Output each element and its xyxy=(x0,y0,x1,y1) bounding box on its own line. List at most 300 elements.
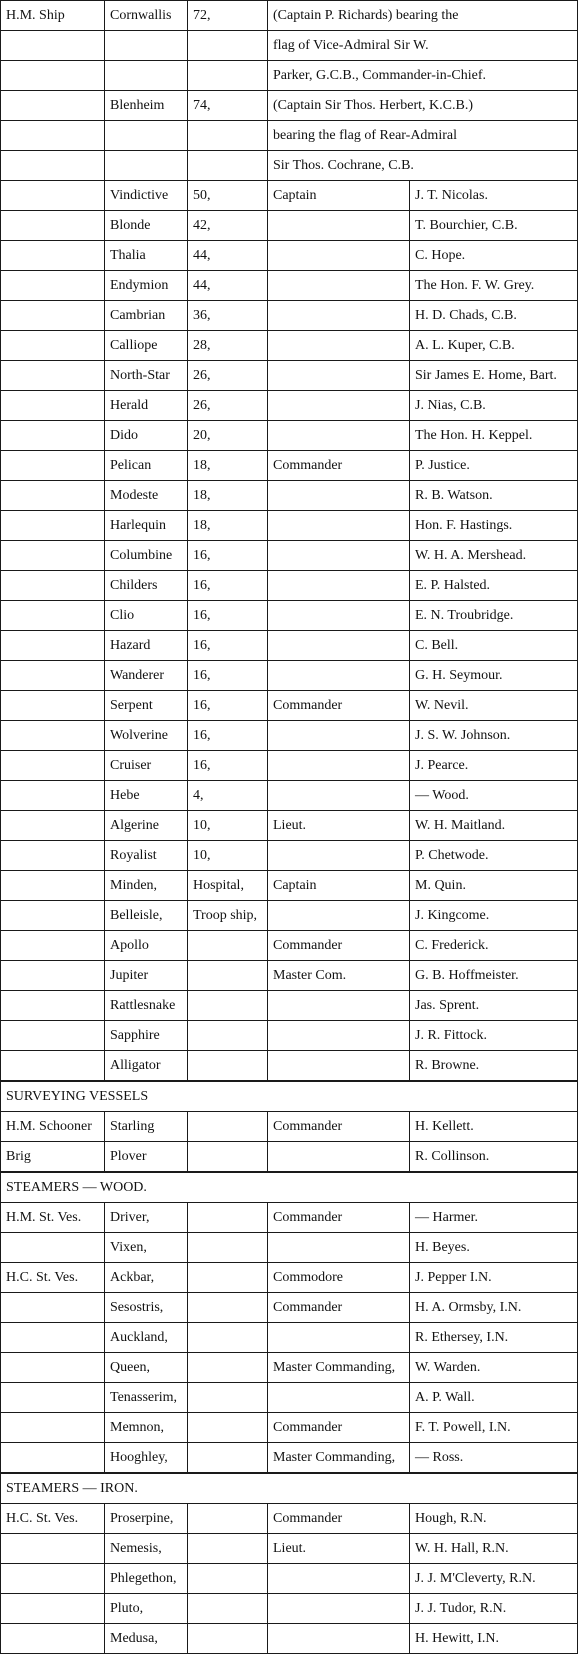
ship-class-cell xyxy=(1,1051,105,1082)
table-row xyxy=(1,811,578,841)
table-row xyxy=(1,541,578,571)
remarks-cell: (Captain P. Richards) bearing the xyxy=(268,1,578,31)
ship-name-cell: Wolverine xyxy=(105,721,188,751)
ship-name-cell: Columbine xyxy=(105,541,188,571)
table-row xyxy=(1,1383,578,1413)
ship-name-cell: Hebe xyxy=(105,781,188,811)
guns-cell xyxy=(188,1051,268,1082)
commander-cell: E. P. Halsted. xyxy=(410,571,578,601)
rank-cell: Commander xyxy=(268,451,410,481)
ship-name-cell: Medusa, xyxy=(105,1624,188,1654)
ship-class-cell xyxy=(1,1443,105,1474)
ship-class-cell xyxy=(1,991,105,1021)
ship-class-cell xyxy=(1,421,105,451)
guns-cell xyxy=(188,1323,268,1353)
table-row xyxy=(1,661,578,691)
rank-cell xyxy=(268,991,410,1021)
rank-cell xyxy=(268,601,410,631)
ship-name-cell: Cornwallis xyxy=(105,1,188,31)
guns-cell xyxy=(188,1263,268,1293)
remarks-cell: flag of Vice-Admiral Sir W. xyxy=(268,31,578,61)
table-row xyxy=(1,991,578,1021)
commander-cell: G. H. Seymour. xyxy=(410,661,578,691)
table-row xyxy=(1,391,578,421)
guns-cell xyxy=(188,1624,268,1654)
commander-cell: E. N. Troubridge. xyxy=(410,601,578,631)
table-row xyxy=(1,181,578,211)
table-row xyxy=(1,871,578,901)
rank-cell xyxy=(268,1233,410,1263)
ship-class-cell xyxy=(1,451,105,481)
commander-cell: Sir James E. Home, Bart. xyxy=(410,361,578,391)
guns-cell xyxy=(188,1142,268,1173)
ship-class-cell xyxy=(1,121,105,151)
table-row xyxy=(1,961,578,991)
commander-cell: C. Hope. xyxy=(410,241,578,271)
ship-name-cell: Apollo xyxy=(105,931,188,961)
guns-cell xyxy=(188,61,268,91)
commander-cell: — Harmer. xyxy=(410,1203,578,1233)
rank-cell xyxy=(268,751,410,781)
commander-cell: C. Frederick. xyxy=(410,931,578,961)
commander-cell: Hon. F. Hastings. xyxy=(410,511,578,541)
ship-name-cell: Childers xyxy=(105,571,188,601)
guns-cell: 18, xyxy=(188,511,268,541)
remarks-cell: Sir Thos. Cochrane, C.B. xyxy=(268,151,578,181)
table-row xyxy=(1,1203,578,1233)
table-row xyxy=(1,1021,578,1051)
table-row xyxy=(1,1,578,31)
guns-cell: Troop ship, xyxy=(188,901,268,931)
ship-class-cell xyxy=(1,1594,105,1624)
ship-class-cell xyxy=(1,751,105,781)
guns-cell xyxy=(188,1293,268,1323)
table-row xyxy=(1,781,578,811)
ship-name-cell: Proserpine, xyxy=(105,1504,188,1534)
guns-cell xyxy=(188,961,268,991)
rank-cell: Commander xyxy=(268,691,410,721)
commander-cell: J. J. Tudor, R.N. xyxy=(410,1594,578,1624)
commander-cell: W. H. Hall, R.N. xyxy=(410,1534,578,1564)
guns-cell: 16, xyxy=(188,721,268,751)
ship-class-cell xyxy=(1,1323,105,1353)
section-heading: SURVEYING VESSELS xyxy=(1,1081,578,1112)
ship-class-cell xyxy=(1,931,105,961)
guns-cell xyxy=(188,121,268,151)
ship-name-cell: Clio xyxy=(105,601,188,631)
commander-cell: J. T. Nicolas. xyxy=(410,181,578,211)
table-row xyxy=(1,1443,578,1474)
ship-name-cell xyxy=(105,31,188,61)
commander-cell: R. Collinson. xyxy=(410,1142,578,1173)
guns-cell xyxy=(188,1233,268,1263)
guns-cell: 26, xyxy=(188,391,268,421)
ship-class-cell xyxy=(1,361,105,391)
table-row xyxy=(1,571,578,601)
table-row xyxy=(1,1293,578,1323)
commander-cell: F. T. Powell, I.N. xyxy=(410,1413,578,1443)
rank-cell xyxy=(268,541,410,571)
table-row xyxy=(1,151,578,181)
rank-cell: Commander xyxy=(268,1112,410,1142)
ship-class-cell xyxy=(1,181,105,211)
rank-cell xyxy=(268,1021,410,1051)
commander-cell: C. Bell. xyxy=(410,631,578,661)
ship-name-cell: Auckland, xyxy=(105,1323,188,1353)
commander-cell: — Wood. xyxy=(410,781,578,811)
guns-cell: 44, xyxy=(188,271,268,301)
rank-cell: Commander xyxy=(268,1504,410,1534)
ship-class-cell xyxy=(1,721,105,751)
guns-cell: 20, xyxy=(188,421,268,451)
guns-cell: 16, xyxy=(188,691,268,721)
ship-name-cell xyxy=(105,151,188,181)
ship-class-cell xyxy=(1,541,105,571)
guns-cell: 72, xyxy=(188,1,268,31)
rank-cell xyxy=(268,841,410,871)
commander-cell: J. Nias, C.B. xyxy=(410,391,578,421)
guns-cell xyxy=(188,1594,268,1624)
table-row xyxy=(1,931,578,961)
guns-cell: 28, xyxy=(188,331,268,361)
ship-name-cell: Pelican xyxy=(105,451,188,481)
ship-name-cell: Harlequin xyxy=(105,511,188,541)
ship-class-cell xyxy=(1,811,105,841)
table-row xyxy=(1,31,578,61)
rank-cell xyxy=(268,1142,410,1173)
ship-name-cell: Dido xyxy=(105,421,188,451)
guns-cell xyxy=(188,1353,268,1383)
guns-cell xyxy=(188,1564,268,1594)
commander-cell: J. S. W. Johnson. xyxy=(410,721,578,751)
table-row xyxy=(1,451,578,481)
rank-cell xyxy=(268,271,410,301)
rank-cell xyxy=(268,511,410,541)
guns-cell: 44, xyxy=(188,241,268,271)
guns-cell xyxy=(188,1203,268,1233)
commander-cell: H. Kellett. xyxy=(410,1112,578,1142)
guns-cell xyxy=(188,31,268,61)
rank-cell xyxy=(268,1594,410,1624)
commander-cell: — Ross. xyxy=(410,1443,578,1474)
ship-class-cell xyxy=(1,1564,105,1594)
rank-cell: Lieut. xyxy=(268,1534,410,1564)
table-row xyxy=(1,421,578,451)
remarks-cell: Parker, G.C.B., Commander-in-Chief. xyxy=(268,61,578,91)
commander-cell: Jas. Sprent. xyxy=(410,991,578,1021)
ship-class-cell xyxy=(1,1624,105,1654)
commander-cell: R. B. Watson. xyxy=(410,481,578,511)
ship-class-cell xyxy=(1,211,105,241)
ship-name-cell: Hazard xyxy=(105,631,188,661)
commander-cell: The Hon. F. W. Grey. xyxy=(410,271,578,301)
rank-cell xyxy=(268,301,410,331)
ship-name-cell: Thalia xyxy=(105,241,188,271)
rank-cell: Master Com. xyxy=(268,961,410,991)
commander-cell: R. Browne. xyxy=(410,1051,578,1082)
ship-name-cell: Phlegethon, xyxy=(105,1564,188,1594)
remarks-cell: bearing the flag of Rear-Admiral xyxy=(268,121,578,151)
ship-class-cell xyxy=(1,241,105,271)
ship-name-cell: North-Star xyxy=(105,361,188,391)
guns-cell: Hospital, xyxy=(188,871,268,901)
commander-cell: W. H. Maitland. xyxy=(410,811,578,841)
guns-cell: 26, xyxy=(188,361,268,391)
ship-class-cell: H.C. St. Ves. xyxy=(1,1504,105,1534)
table-row xyxy=(1,61,578,91)
rank-cell xyxy=(268,391,410,421)
table-row xyxy=(1,1233,578,1263)
ship-class-cell xyxy=(1,331,105,361)
rank-cell xyxy=(268,1624,410,1654)
ship-class-cell xyxy=(1,871,105,901)
rank-cell xyxy=(268,721,410,751)
table-row xyxy=(1,301,578,331)
ship-class-cell xyxy=(1,601,105,631)
guns-cell: 18, xyxy=(188,451,268,481)
commander-cell: H. Hewitt, I.N. xyxy=(410,1624,578,1654)
commander-cell: A. L. Kuper, C.B. xyxy=(410,331,578,361)
guns-cell xyxy=(188,991,268,1021)
commander-cell: W. Nevil. xyxy=(410,691,578,721)
commander-cell: J. Pearce. xyxy=(410,751,578,781)
ship-name-cell: Algerine xyxy=(105,811,188,841)
table-row xyxy=(1,1504,578,1534)
commander-cell: R. Ethersey, I.N. xyxy=(410,1323,578,1353)
rank-cell xyxy=(268,781,410,811)
commander-cell: W. H. A. Mershead. xyxy=(410,541,578,571)
guns-cell xyxy=(188,1534,268,1564)
section-heading-row xyxy=(1,1172,578,1203)
rank-cell xyxy=(268,661,410,691)
rank-cell xyxy=(268,631,410,661)
fleet-table-body xyxy=(1,1,578,1654)
ship-name-cell: Rattlesnake xyxy=(105,991,188,1021)
commander-cell: J. Kingcome. xyxy=(410,901,578,931)
ship-class-cell xyxy=(1,1021,105,1051)
ship-name-cell: Serpent xyxy=(105,691,188,721)
ship-class-cell: H.M. St. Ves. xyxy=(1,1203,105,1233)
table-row xyxy=(1,601,578,631)
ship-class-cell xyxy=(1,961,105,991)
commander-cell: P. Justice. xyxy=(410,451,578,481)
table-row xyxy=(1,1112,578,1142)
guns-cell: 18, xyxy=(188,481,268,511)
table-row xyxy=(1,121,578,151)
table-row xyxy=(1,1142,578,1173)
ship-class-cell xyxy=(1,511,105,541)
table-row xyxy=(1,1564,578,1594)
ship-name-cell: Wanderer xyxy=(105,661,188,691)
ship-name-cell: Ackbar, xyxy=(105,1263,188,1293)
ship-class-cell xyxy=(1,571,105,601)
remarks-cell: (Captain Sir Thos. Herbert, K.C.B.) xyxy=(268,91,578,121)
rank-cell: Master Commanding, xyxy=(268,1443,410,1474)
guns-cell xyxy=(188,151,268,181)
rank-cell xyxy=(268,1323,410,1353)
rank-cell: Commodore xyxy=(268,1263,410,1293)
table-row xyxy=(1,271,578,301)
guns-cell: 16, xyxy=(188,571,268,601)
ship-class-cell xyxy=(1,691,105,721)
commander-cell: T. Bourchier, C.B. xyxy=(410,211,578,241)
section-heading: STEAMERS — IRON. xyxy=(1,1473,578,1504)
guns-cell: 50, xyxy=(188,181,268,211)
ship-class-cell xyxy=(1,151,105,181)
rank-cell: Commander xyxy=(268,931,410,961)
rank-cell xyxy=(268,241,410,271)
guns-cell: 4, xyxy=(188,781,268,811)
ship-name-cell: Alligator xyxy=(105,1051,188,1082)
rank-cell: Lieut. xyxy=(268,811,410,841)
ship-name-cell: Pluto, xyxy=(105,1594,188,1624)
ship-class-cell xyxy=(1,661,105,691)
rank-cell xyxy=(268,1564,410,1594)
ship-class-cell xyxy=(1,481,105,511)
rank-cell xyxy=(268,211,410,241)
rank-cell xyxy=(268,1051,410,1082)
guns-cell: 10, xyxy=(188,841,268,871)
guns-cell: 42, xyxy=(188,211,268,241)
ship-name-cell: Belleisle, xyxy=(105,901,188,931)
rank-cell: Master Commanding, xyxy=(268,1353,410,1383)
ship-class-cell: Brig xyxy=(1,1142,105,1173)
table-row xyxy=(1,241,578,271)
table-row xyxy=(1,1413,578,1443)
ship-class-cell xyxy=(1,1413,105,1443)
ship-name-cell: Calliope xyxy=(105,331,188,361)
ship-name-cell: Endymion xyxy=(105,271,188,301)
section-heading-row xyxy=(1,1081,578,1112)
table-row xyxy=(1,331,578,361)
table-row xyxy=(1,361,578,391)
commander-cell: H. A. Ormsby, I.N. xyxy=(410,1293,578,1323)
ship-name-cell: Blonde xyxy=(105,211,188,241)
rank-cell xyxy=(268,901,410,931)
table-row xyxy=(1,721,578,751)
ship-name-cell: Vindictive xyxy=(105,181,188,211)
rank-cell: Captain xyxy=(268,181,410,211)
guns-cell xyxy=(188,931,268,961)
rank-cell: Commander xyxy=(268,1413,410,1443)
table-row xyxy=(1,691,578,721)
guns-cell: 16, xyxy=(188,751,268,781)
rank-cell xyxy=(268,331,410,361)
rank-cell xyxy=(268,1383,410,1413)
ship-class-cell xyxy=(1,1293,105,1323)
ship-name-cell: Hooghley, xyxy=(105,1443,188,1474)
ship-class-cell xyxy=(1,91,105,121)
ship-name-cell: Starling xyxy=(105,1112,188,1142)
table-row xyxy=(1,211,578,241)
guns-cell xyxy=(188,1443,268,1474)
ship-name-cell: Plover xyxy=(105,1142,188,1173)
guns-cell: 16, xyxy=(188,631,268,661)
guns-cell: 36, xyxy=(188,301,268,331)
ship-class-cell xyxy=(1,1233,105,1263)
ship-name-cell: Royalist xyxy=(105,841,188,871)
ship-name-cell: Cambrian xyxy=(105,301,188,331)
guns-cell xyxy=(188,1021,268,1051)
ship-class-cell: H.M. Ship xyxy=(1,1,105,31)
commander-cell: Hough, R.N. xyxy=(410,1504,578,1534)
ship-name-cell: Minden, xyxy=(105,871,188,901)
table-row xyxy=(1,751,578,781)
guns-cell xyxy=(188,1504,268,1534)
ship-class-cell xyxy=(1,1353,105,1383)
ship-class-cell: H.C. St. Ves. xyxy=(1,1263,105,1293)
guns-cell: 74, xyxy=(188,91,268,121)
ship-name-cell: Sesostris, xyxy=(105,1293,188,1323)
table-row xyxy=(1,631,578,661)
commander-cell: J. J. M'Cleverty, R.N. xyxy=(410,1564,578,1594)
table-row xyxy=(1,1534,578,1564)
commander-cell: H. D. Chads, C.B. xyxy=(410,301,578,331)
table-row xyxy=(1,1323,578,1353)
table-row xyxy=(1,511,578,541)
ship-class-cell xyxy=(1,271,105,301)
ship-class-cell xyxy=(1,841,105,871)
ship-class-cell xyxy=(1,31,105,61)
ship-name-cell: Herald xyxy=(105,391,188,421)
guns-cell: 16, xyxy=(188,661,268,691)
ship-name-cell: Tenasserim, xyxy=(105,1383,188,1413)
ship-name-cell xyxy=(105,61,188,91)
ship-name-cell: Modeste xyxy=(105,481,188,511)
table-row xyxy=(1,481,578,511)
section-heading-row xyxy=(1,1473,578,1504)
rank-cell xyxy=(268,571,410,601)
commander-cell: H. Beyes. xyxy=(410,1233,578,1263)
rank-cell: Commander xyxy=(268,1203,410,1233)
ship-class-cell xyxy=(1,301,105,331)
guns-cell xyxy=(188,1413,268,1443)
rank-cell: Commander xyxy=(268,1293,410,1323)
guns-cell xyxy=(188,1112,268,1142)
rank-cell xyxy=(268,481,410,511)
ship-name-cell: Memnon, xyxy=(105,1413,188,1443)
rank-cell xyxy=(268,421,410,451)
ship-name-cell: Sapphire xyxy=(105,1021,188,1051)
ship-class-cell xyxy=(1,781,105,811)
ship-class-cell xyxy=(1,901,105,931)
ship-name-cell: Cruiser xyxy=(105,751,188,781)
ship-class-cell: H.M. Schooner xyxy=(1,1112,105,1142)
commander-cell: J. R. Fittock. xyxy=(410,1021,578,1051)
ship-class-cell xyxy=(1,391,105,421)
commander-cell: M. Quin. xyxy=(410,871,578,901)
ship-class-cell xyxy=(1,61,105,91)
guns-cell: 16, xyxy=(188,541,268,571)
table-row xyxy=(1,1353,578,1383)
table-row xyxy=(1,91,578,121)
section-heading: STEAMERS — WOOD. xyxy=(1,1172,578,1203)
table-row xyxy=(1,1594,578,1624)
ship-name-cell: Vixen, xyxy=(105,1233,188,1263)
commander-cell: The Hon. H. Keppel. xyxy=(410,421,578,451)
table-row xyxy=(1,841,578,871)
table-row xyxy=(1,1624,578,1654)
ship-class-cell xyxy=(1,631,105,661)
table-row xyxy=(1,901,578,931)
ship-name-cell: Nemesis, xyxy=(105,1534,188,1564)
commander-cell: W. Warden. xyxy=(410,1353,578,1383)
commander-cell: A. P. Wall. xyxy=(410,1383,578,1413)
commander-cell: G. B. Hoffmeister. xyxy=(410,961,578,991)
ship-class-cell xyxy=(1,1534,105,1564)
guns-cell: 10, xyxy=(188,811,268,841)
ship-class-cell xyxy=(1,1383,105,1413)
